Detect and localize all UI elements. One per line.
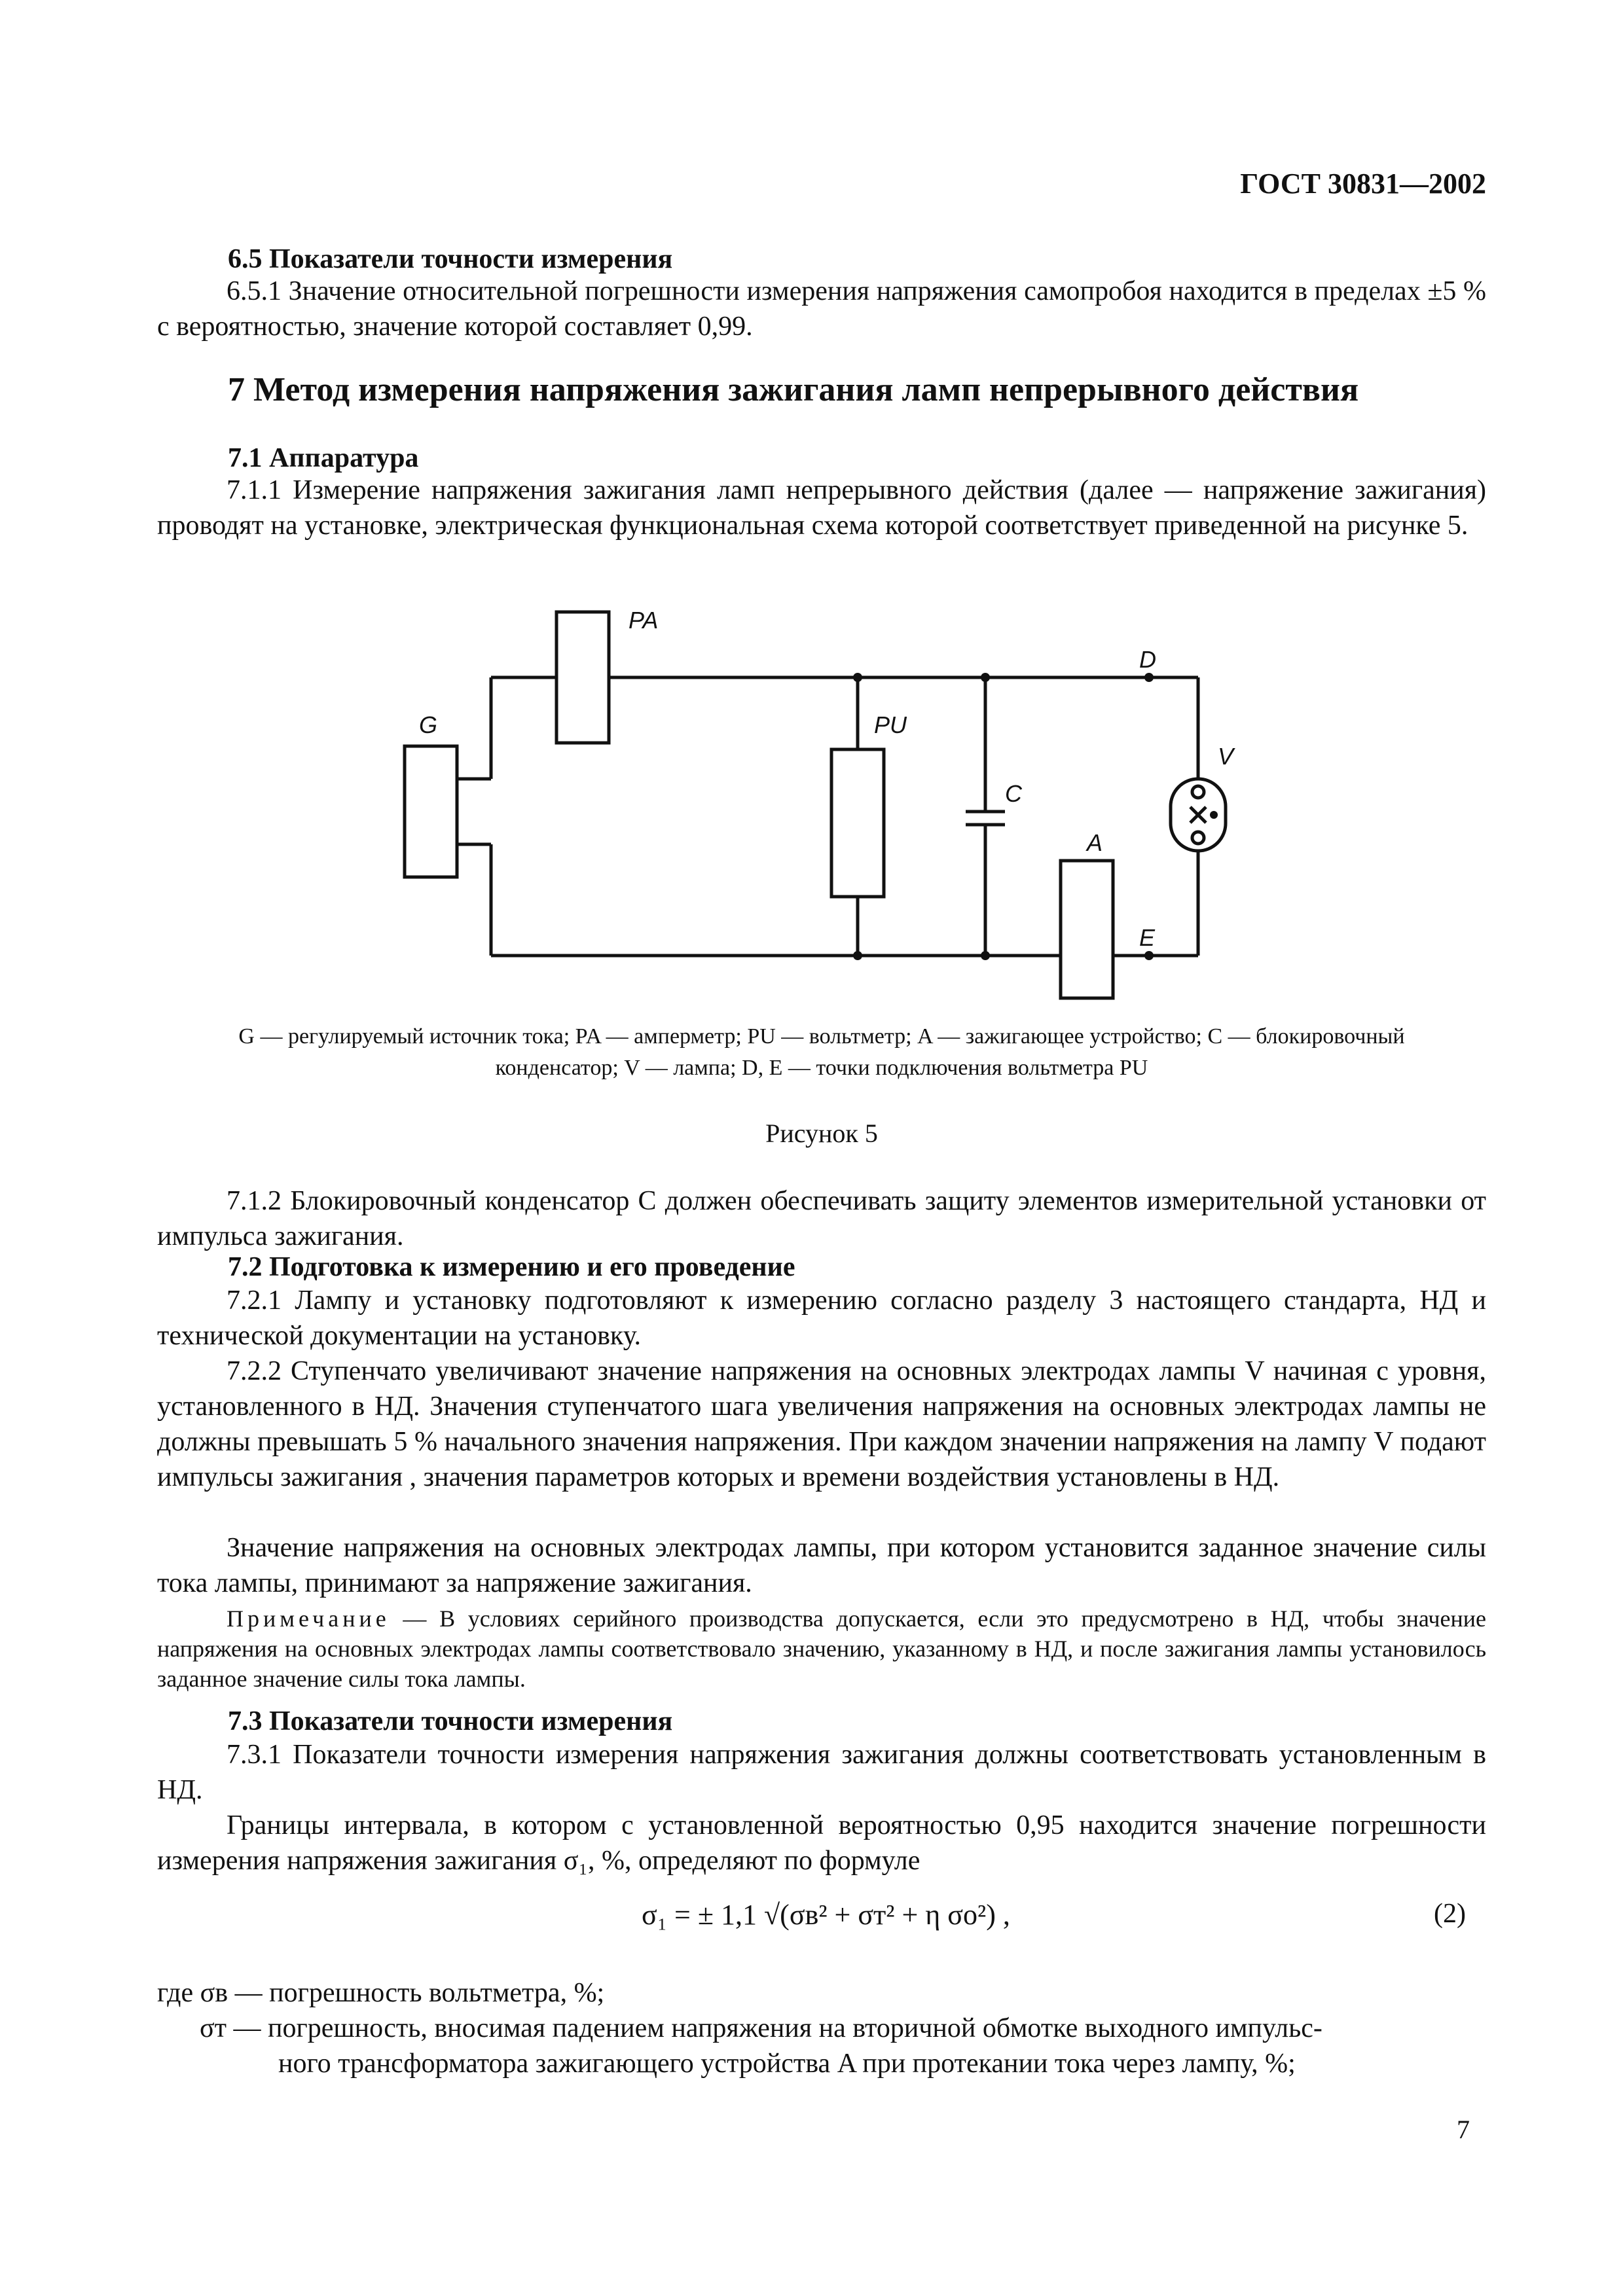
where-transformer-line-2: ного трансформатора зажигающего устройства A при протекании тока через лампу, %; xyxy=(278,2049,1296,2079)
figure-caption-line-2: конденсатор; V — лампа; D, E — точки подключения вольтметра PU xyxy=(495,1056,1148,1080)
paragraph-7-3-1: 7.3.1 Показатели точности измерения напряжения зажигания должны соответствовать установленным в НД. xyxy=(157,1740,1486,1805)
note-text: — В условиях серийного производства допускается, если это предусмотрено в НД, чтобы значение напряжения на основных электродах лампы соответствовало значению, указанному в НД, и после зажигания лампы установилось заданное значение силы тока лампы. xyxy=(157,1605,1486,1692)
note-label: Примечание xyxy=(227,1605,390,1632)
paragraph-6-5-1: 6.5.1 Значение относительной погрешности измерения напряжения самопробоя находится в пределах ±5 % с вероятностью, значение которой составляет 0,99. xyxy=(157,276,1486,342)
where-transformer-line-1: σт — погрешность, вносимая падением напряжения на вторичной обмотке выходного импульс- xyxy=(200,2013,1322,2043)
section-7-title: 7 Метод измерения напряжения зажигания ламп непрерывного действия xyxy=(228,371,1359,408)
point-e xyxy=(1144,951,1154,960)
equation-number: (2) xyxy=(1434,1899,1466,1929)
ammeter-box xyxy=(556,612,609,743)
paragraph-7-2-2: 7.2.2 Ступенчато увеличивают значение напряжения на основных электродах лампы V начиная с уровня, установленного в НД. Значения ступенчатого шага увеличения напряжения на основных электродах лампы не должны превышать 5 % начального значения напряжения. При каждом значении напряжения на лампу V подают импульсы зажигания , значения параметров которых и времени воздействия установлены в НД. xyxy=(157,1356,1486,1492)
page-number: 7 xyxy=(1457,2115,1470,2144)
paragraph-7-1-1: 7.1.1 Измерение напряжения зажигания ламп непрерывного действия (далее — напряжение зажигания) проводят на установке, электрическая функциональная схема которой соответствует приведенной на рисунке 5. xyxy=(157,475,1486,541)
label-g: G xyxy=(419,711,438,738)
note xyxy=(157,1604,1486,1694)
label-pu: PU xyxy=(874,711,907,738)
label-a: A xyxy=(1087,829,1103,856)
document-code: ГОСТ 30831—2002 xyxy=(1240,168,1486,200)
label-e: E xyxy=(1139,924,1156,951)
figure-title: Рисунок 5 xyxy=(765,1119,878,1148)
paragraph-7-2-1: 7.2.1 Лампу и установку подготовляют к измерению согласно разделу 3 настоящего стандарта, НД и технической документации на установку. xyxy=(157,1285,1486,1351)
label-c: C xyxy=(1005,780,1022,807)
label-v: V xyxy=(1218,743,1234,770)
section-7-3-title: 7.3 Показатели точности измерения xyxy=(228,1706,673,1736)
label-pa: PA xyxy=(629,607,659,634)
figure-caption-line-1: G — регулируемый источник тока; PA — амперметр; PU — вольтметр; A — зажигающее устройство; C — блокировочный xyxy=(238,1024,1405,1049)
section-6-5-title: 6.5 Показатели точности измерения xyxy=(228,244,673,274)
section-7-1-title: 7.1 Аппаратура xyxy=(228,443,419,473)
ignition-device-box xyxy=(1061,861,1113,998)
formula-2: σ₁ = ± 1,1 √(σв² + σт² + η σо²) , xyxy=(642,1899,1010,1931)
generator-box xyxy=(405,746,457,877)
voltmeter-box xyxy=(831,749,884,897)
label-d: D xyxy=(1139,646,1156,673)
point-d xyxy=(1144,673,1154,682)
circuit-diagram xyxy=(367,589,1257,1008)
paragraph-bounds: Границы интервала, в котором с установленной вероятностью 0,95 находится значение погрешности измерения напряжения зажигания σ₁, %, определяют по формуле xyxy=(157,1810,1486,1876)
paragraph-7-1-2: 7.1.2 Блокировочный конденсатор C должен обеспечивать защиту элементов измерительной установки от импульса зажигания. xyxy=(157,1186,1486,1251)
paragraph-ignition-voltage: Значение напряжения на основных электродах лампы, при котором установится заданное значение силы тока лампы, принимают за напряжение зажигания. xyxy=(157,1533,1486,1598)
where-voltmeter: где σв — погрешность вольтметра, %; xyxy=(157,1978,605,2008)
section-7-2-title: 7.2 Подготовка к измерению и его проведение xyxy=(228,1252,795,1282)
